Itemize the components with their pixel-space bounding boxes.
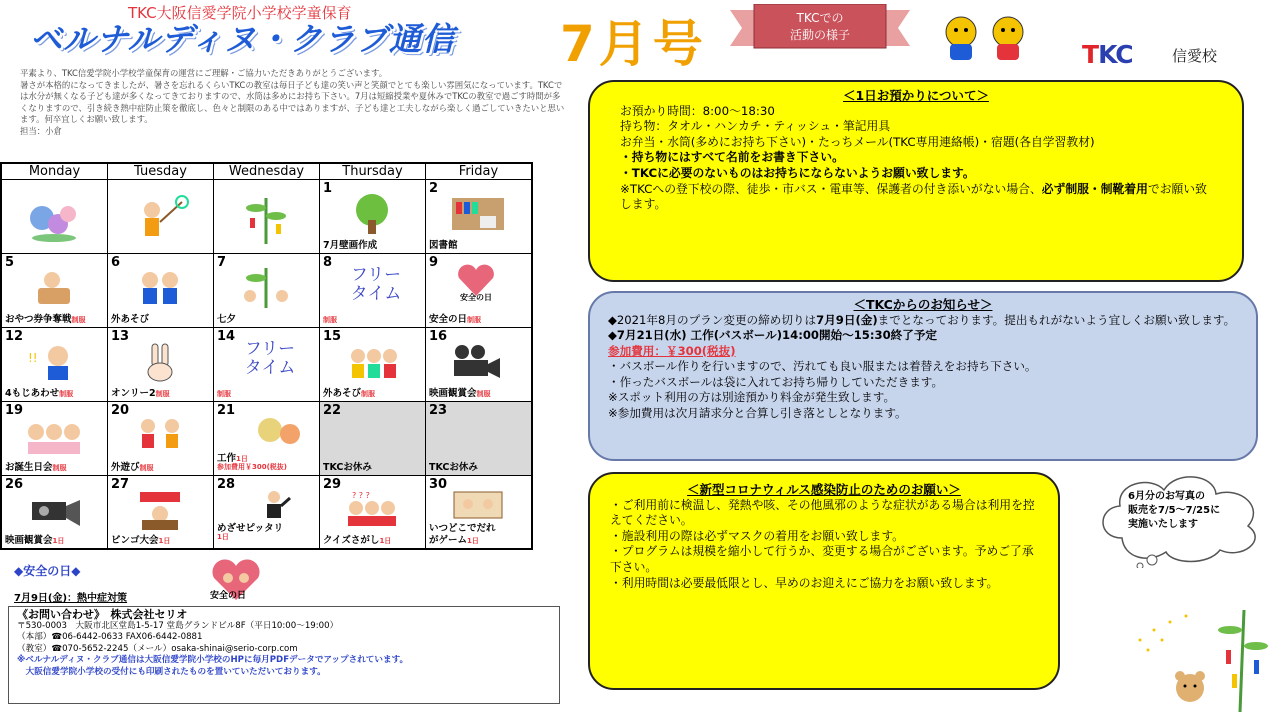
svg-text:? ? ?: ? ? ? xyxy=(352,491,370,500)
game-icon xyxy=(448,490,508,520)
calendar-cell xyxy=(108,180,214,254)
calendar-cell-21: 21 工作1日 参加費用￥300(税抜) xyxy=(214,402,320,476)
daily-care-box: ＜1日お預かりについて＞ お預かり時間：8:00～18:30 持ち物：タオル・ハンカチ・ティッシュ・筆記用具 お弁当・水筒(多めにお持ち下さい)・たっちメール(TKC専用連絡帳)・宿題(各自学習教材) ・持ち物にはすべて名前をお書き下さい。 ・TKCに必要のないものはお持ちにならないようお願い致します。 ※TKCへの登下校の際、徒歩・市バス・電車等、保護者の付き添いがない場合、必ず制服・制靴着用でお願い致します。 xyxy=(588,80,1244,282)
ribbon-label: TKCでの 活動の様子 xyxy=(789,11,850,42)
issue-month: 7月号 xyxy=(560,15,707,73)
intro-text: 平素より、TKC信愛学院小学校学童保育の運営にご理解・ご協力いただきありがとうございます。 暑さが本格的になってきましたが、暑さを忘れるくらいTKCの教室は毎日子ども達の笑い声と笑顔でとても楽しい雰囲気になっています。TKCでは水分が無くなる子ども達が多くなってきておりますので、水筒は多めにお持ち下さい。7月は短縮授業や夏休みでTKCの教室で過ごす時間が多くなりますので、引き続き熱中症防止策を徹底し、色々と制限のある中ではありますが、子ども達と工夫しながら楽しく過ごしていきたいと思います。何卒宜しくお願い致します。 担当：小倉 xyxy=(20,68,565,136)
peace-sign-icon xyxy=(130,342,190,382)
day-header-wednesday: Wednesday xyxy=(214,164,320,180)
bath-ball-icon xyxy=(254,412,304,446)
projector-icon xyxy=(24,490,84,530)
calendar-cell-22: 22 TKCお休み xyxy=(320,402,426,476)
contact-box: 《お問い合わせ》 株式会社セリオ 〒530-0003 大阪市北区堂島1-5-17 堂島グランドビル8F（平日10:00～19:00） （本部）☎06-6442-0633 FAX06-6442-0881 （教室）☎070-5652-2245（メール）osaka-shinai@serio-corp.com ※ベルナルディヌ・クラブ通信は大阪信愛学院小学校のHPに毎月PDFデータでアップされています。 大阪信愛学院小学校の受付にも印刷されたものを置いていただいております。 xyxy=(8,606,560,704)
safety-day-heading: ◆安全の日◆ xyxy=(14,564,81,578)
free-time-label: フリー タイム xyxy=(244,339,296,378)
calendar-cell-1: 1 7月壁画作成 xyxy=(320,180,426,254)
businessman-icon xyxy=(254,490,294,524)
tanabata-decoration-icon xyxy=(1120,600,1280,715)
calendar-cell-27: 27 ビンゴ大会1日 xyxy=(108,476,214,548)
day-header-monday: Monday xyxy=(2,164,108,180)
tanabata-bamboo-icon xyxy=(236,194,296,246)
bingo-icon xyxy=(130,490,190,530)
svg-text:!!: !! xyxy=(28,351,38,365)
mascot-icon xyxy=(936,12,1036,62)
calendar-cell-19: 19 お誕生日会制服 xyxy=(2,402,108,476)
calendar-cell-9: 9 安全の日 安全の日制服 xyxy=(426,254,531,328)
logo-subtitle: 信愛校 xyxy=(1172,47,1218,65)
tkc-notice-box: ＜TKCからのお知らせ＞ ◆2021年8月のプラン変更の締め切りは7月9日(金)までとなっております。提出もれがないよう宜しくお願い致します。 ◆7月21日(水) 工作(バスボール)14:00開始～15:30終了予定 参加費用：￥300(税抜) ・バスボール作りを行いますので、汚れても良い服または着替えをお持ち下さい。 ・作ったバスボールは袋に入れてお持ち帰りしていただきます。 ※スポット利用の方は別途預かり料金が発生致します。 ※参加費用は次月請求分と合算し引き落としとなります。 xyxy=(588,291,1258,461)
calendar-cell-5: 5 おやつ券争奪戦制服 xyxy=(2,254,108,328)
library-icon xyxy=(448,194,508,234)
photo-sale-note: 6月分のお写真の 販売を7/5～7/25に 実施いたします xyxy=(1128,491,1221,530)
calendar-cell-20: 20 外遊び制服 xyxy=(108,402,214,476)
movie-camera-icon xyxy=(448,342,508,382)
running-kids-icon xyxy=(130,416,190,456)
school-subtitle: TKC大阪信愛学院小学校学童保育 xyxy=(128,4,352,22)
calendar xyxy=(0,162,533,550)
tkc-logo: TKC xyxy=(1082,40,1133,69)
covid-notice-box: ＜新型コロナウィルス感染防止のためのお願い＞ ・ご利用前に検温し、発熱や咳、その他風邪のような症状がある場合は利用を控えてください。 ・施設利用の際は必ずマスクの着用をお願い致します。 ・プログラムは規模を縮小して行うか、変更する場合がございます。予めご了承下さい。 ・利用時間は必要最低限とし、早めのお迎えにご協力をお願い致します。 xyxy=(588,472,1060,690)
calendar-cell-15: 15 外あそび制服 xyxy=(320,328,426,402)
day-header-thursday: Thursday xyxy=(320,164,426,180)
safety-day-date: 7月9日(金)：熱中症対策 xyxy=(14,593,128,604)
calendar-cell-14: 14 フリー タイム 制服 xyxy=(214,328,320,402)
calendar-cell-2: 2 図書館 xyxy=(426,180,531,254)
calendar-cell-8: 8 フリー タイム 制服 xyxy=(320,254,426,328)
tanabata-kids-icon xyxy=(236,268,296,308)
kids-outdoors-icon xyxy=(342,342,402,382)
snack-icon xyxy=(24,268,84,308)
calendar-cell-28: 28 めざせピッタリ 1日 xyxy=(214,476,320,548)
calendar-cell-6: 6 外あそび xyxy=(108,254,214,328)
calendar-cell-12: 12 !! 4もじあわせ制服 xyxy=(2,328,108,402)
calendar-cell-30: 30 いつどこでだれ がゲーム1日 xyxy=(426,476,531,548)
day-header-friday: Friday xyxy=(426,164,531,180)
newsletter-title: ベルナルディヌ・クラブ通信 xyxy=(30,20,455,58)
birthday-icon xyxy=(24,416,84,456)
day-header-tuesday: Tuesday xyxy=(108,164,214,180)
insect-net-icon xyxy=(130,194,190,246)
calendar-cell-16: 16 映画観賞会制服 xyxy=(426,328,531,402)
thinking-boy-icon xyxy=(24,342,84,382)
quiz-icon xyxy=(342,490,402,530)
calendar-cell-26: 26 映画観賞会1日 xyxy=(2,476,108,548)
free-time-label: フリー タイム xyxy=(350,265,402,304)
calendar-cell xyxy=(2,180,108,254)
hydrangea-icon xyxy=(24,194,84,246)
kids-playing-icon xyxy=(130,268,190,308)
calendar-cell-13: 13 オンリー2制服 xyxy=(108,328,214,402)
calendar-cell xyxy=(214,180,320,254)
calendar-cell-29: 29 ? ? ? クイズさがし1日 xyxy=(320,476,426,548)
calendar-cell-23: 23 TKCお休み xyxy=(426,402,531,476)
tree-mural-icon xyxy=(342,194,402,234)
calendar-cell-7: 7 七夕 xyxy=(214,254,320,328)
safety-badge-label: 安全の日 xyxy=(210,591,247,601)
